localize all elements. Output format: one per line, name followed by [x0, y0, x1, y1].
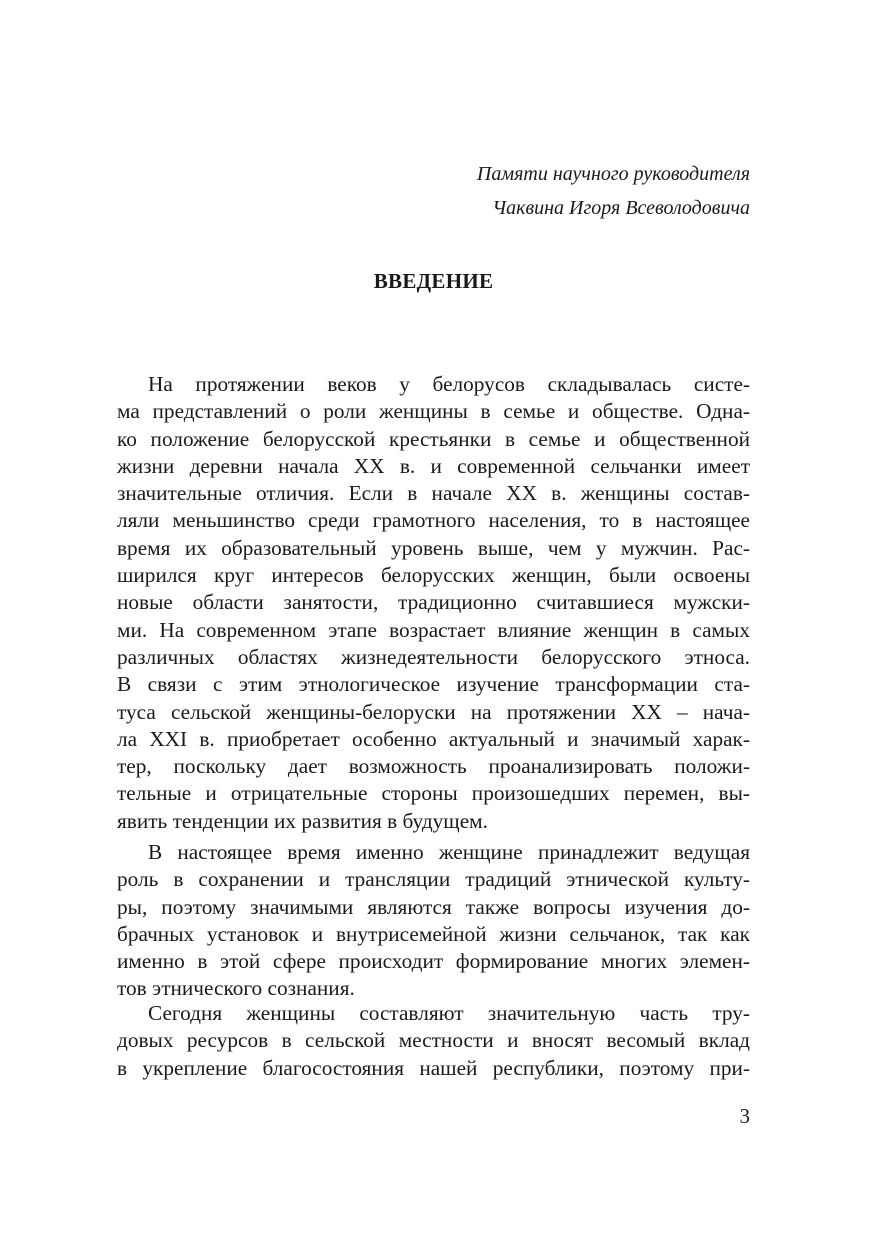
text-line: новые области занятости, традиционно считавшиеся мужски- — [117, 590, 750, 615]
paragraph-3 — [117, 1000, 750, 1082]
text-line: различных областях жизнедеятельности белорусского этноса. — [117, 644, 750, 669]
text-line: ла XXI в. приобретает особенно актуальный и значимый харак- — [117, 726, 750, 751]
text-line: брачных установок и внутрисемейной жизни сельчанок, так как — [117, 921, 750, 946]
dedication-line-1 — [300, 157, 750, 191]
text-line: ры, поэтому значимыми являются также вопросы изучения до- — [117, 894, 750, 919]
text-line: туса сельской женщины-белоруски на протяжении XX – нача- — [117, 699, 750, 724]
text-line: довых ресурсов в сельской местности и вносят весомый вклад — [117, 1028, 750, 1053]
text-line: В связи с этим этнологическое изучение трансформации ста- — [117, 672, 750, 697]
text-line: роль в сохранении и трансляции традиций этнической культу- — [117, 867, 750, 892]
text-line: ма представлений о роли женщины в семье и обществе. Одна- — [117, 399, 750, 424]
dedication-text: Чаквина Игоря Всеволодовича — [492, 197, 750, 219]
text-line: ляли меньшинство среди грамотного населения, то в настоящее — [117, 508, 750, 533]
text-line: жизни деревни начала XX в. и современной сельчанки имеет — [117, 453, 750, 478]
text-line: тельные и отрицательные стороны произошедших перемен, вы- — [117, 781, 750, 806]
text-line: время их образовательный уровень выше, чем у мужчин. Рас- — [117, 535, 750, 560]
text-line: тер, поскольку дает возможность проанализировать положи- — [117, 754, 750, 779]
text-line: явить тенденции их развития в будущем. — [117, 808, 488, 833]
text-line: На протяжении веков у белорусов складывалась систе- — [148, 372, 750, 396]
text-line: в укрепление благосостояния нашей республики, поэтому при- — [117, 1055, 750, 1080]
text-line: ширился круг интересов белорусских женщин, были освоены — [117, 563, 750, 588]
page-number: 3 — [739, 1104, 750, 1128]
text-line: именно в этой сфере происходит формирование многих элемен- — [117, 949, 750, 974]
text-line: ми. На современном этапе возрастает влияние женщин в самых — [117, 617, 750, 642]
text-line: В настоящее время именно женщине принадлежит ведущая — [148, 840, 750, 864]
dedication-text: Памяти научного руководителя — [476, 163, 750, 185]
section-heading: ВВЕДЕНИЕ — [373, 269, 494, 293]
text-line: значительные отличия. Если в начале XX в. женщины состав- — [117, 481, 750, 506]
text-line: Сегодня женщины составляют значительную часть тру- — [148, 1001, 750, 1025]
dedication-line-2 — [300, 191, 750, 225]
paragraph-2 — [117, 839, 750, 1003]
text-line: ко положение белорусской крестьянки в семье и общественной — [117, 426, 750, 451]
text-line: тов этнического сознания. — [117, 976, 355, 1001]
paragraph-1 — [117, 371, 750, 835]
